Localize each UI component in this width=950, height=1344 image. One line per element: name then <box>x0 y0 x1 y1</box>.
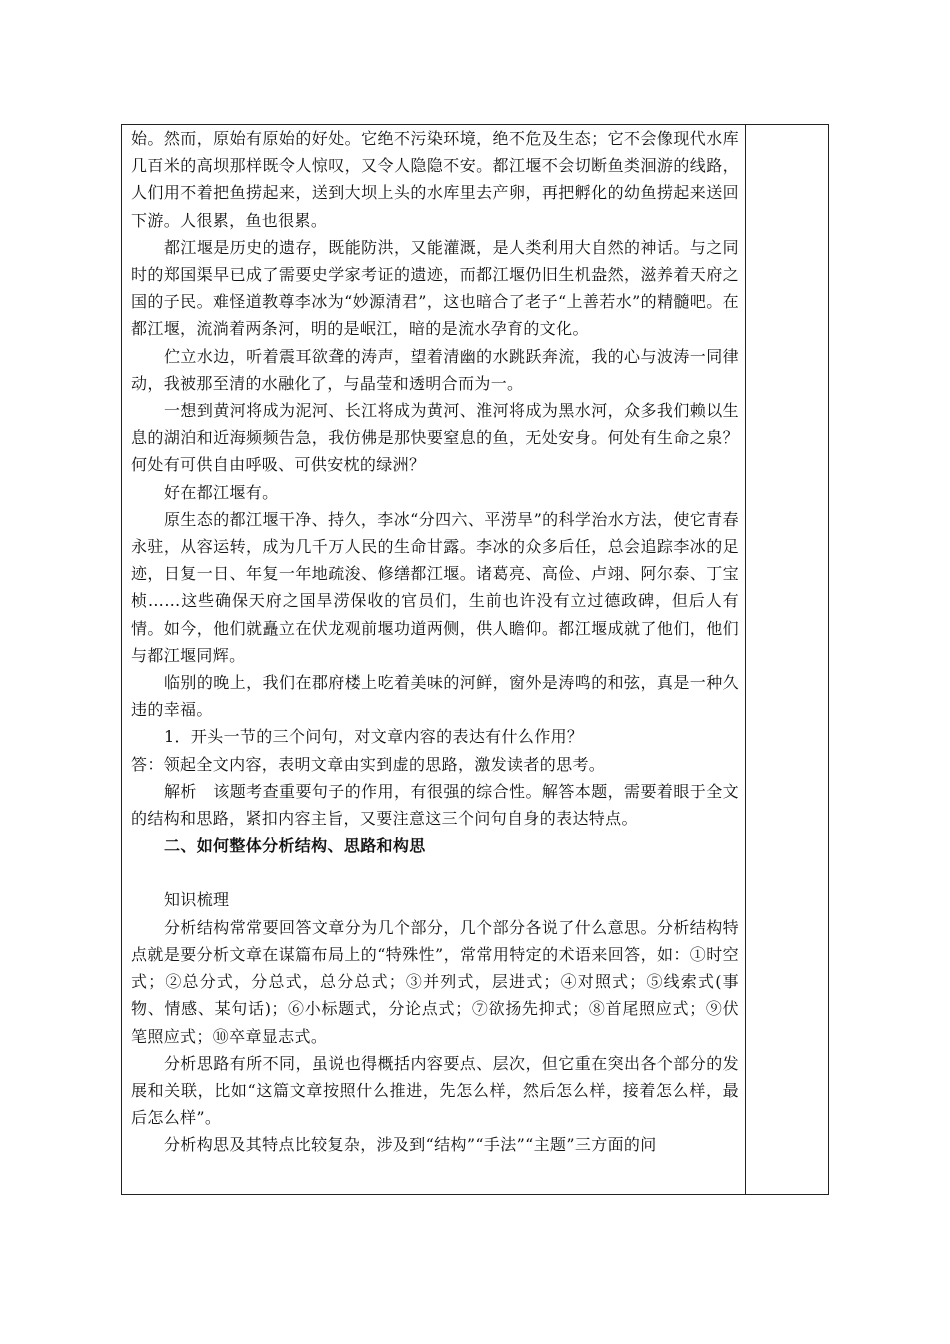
answer: 答：领起全文内容，表明文章由实到虚的思路，激发读者的思考。 <box>131 754 606 774</box>
paragraph: 始。然而，原始有原始的好处。它绝不污染环境，绝不危及生态；它不会像现代水库几百米的高坝那样既令人惊叹，又令人隐隐不安。都江堰不会切断鱼类洄游的线路，人们用不着把鱼捞起来，送到大坝上头的水库里去产卵，再把孵化的幼鱼捞起来送回下游。人很累，鱼也很累。 <box>131 129 739 230</box>
paragraph: 伫立水边，听着震耳欲聋的涛声，望着清幽的水跳跃奔流，我的心与波涛一同律动，我被那至清的水融化了，与晶莹和透明合而为一。 <box>131 346 739 393</box>
content-table <box>121 124 829 1195</box>
analysis: 解析 该题考查重要句子的作用，有很强的综合性。解答本题，需要着眼于全文的结构和思路，紧扣内容主旨，又要注意这三个问句自身的表达特点。 <box>131 781 739 829</box>
blank-line <box>131 859 739 886</box>
paragraph: 临别的晚上，我们在郡府楼上吃着美味的河鲜，窗外是涛鸣的和弦，真是一种久违的幸福。 <box>131 673 739 720</box>
paragraph: 好在都江堰有。 <box>164 482 279 502</box>
paragraph: 分析结构常常要回答文章分为几个部分，几个部分各说了什么意思。分析结构特点就是要分析文章在谋篇布局上的“特殊性”，常常用特定的术语来回答，如：①时空式；②总分式，分总式，总分总式；③并列式，层进式；④对照式；⑤线索式(事物、情感、某句话)；⑥小标题式，分论点式；⑦欲扬先抑式；⑧首尾照应式；⑨伏笔照应式；⑩卒章显志式。 <box>131 917 739 1046</box>
paragraph: 分析构思及其特点比较复杂，涉及到“结构”“手法”“主题”三方面的问 <box>164 1135 657 1155</box>
question: 1．开头一节的三个问句，对文章内容的表达有什么作用？ <box>164 727 584 747</box>
paragraph: 分析思路有所不同，虽说也得概括内容要点、层次，但它重在突出各个部分的发展和关联，比如“这篇文章按照什么推进，先怎么样，然后怎么样，接着怎么样，最后怎么样”。 <box>131 1053 739 1128</box>
notes-cell <box>746 125 828 1194</box>
main-text-cell <box>122 125 746 1194</box>
paragraph: 原生态的都江堰干净、持久，李冰“分四六、平涝旱”的科学治水方法，使它青春永驻，从容运转，成为几千万人民的生命甘露。李冰的众多后任，总会追踪李冰的足迹，日复一日、年复一年地疏浚、修缮都江堰。诸葛亮、高俭、卢翊、阿尔泰、丁宝桢……这些确保天府之国旱涝保收的官员们，生前也许没有立过德政碑，但后人有情。如今，他们就矗立在伏龙观前堰功道两侧，供人瞻仰。都江堰成就了他们，他们与都江堰同辉。 <box>131 509 739 665</box>
section-heading: 二、如何整体分析结构、思路和构思 <box>164 836 426 856</box>
subheading: 知识梳理 <box>164 890 230 910</box>
paragraph: 一想到黄河将成为泥河、长江将成为黄河、淮河将成为黑水河，众多我们赖以生息的湖泊和近海频频告急，我仿佛是那快要窒息的鱼，无处安身。何处有生命之泉？何处有可供自由呼吸、可供安枕的绿洲？ <box>131 401 739 475</box>
paragraph: 都江堰是历史的遗存，既能防洪，又能灌溉，是人类利用大自然的神话。与之同时的郑国渠早已成了需要史学家考证的遗迹，而都江堰仍旧生机盎然，滋养着天府之国的子民。难怪道教尊李冰为“妙源清君”，这也暗合了老子“上善若水”的精髓吧。在都江堰，流淌着两条河，明的是岷江，暗的是流水孕育的文化。 <box>131 237 739 339</box>
